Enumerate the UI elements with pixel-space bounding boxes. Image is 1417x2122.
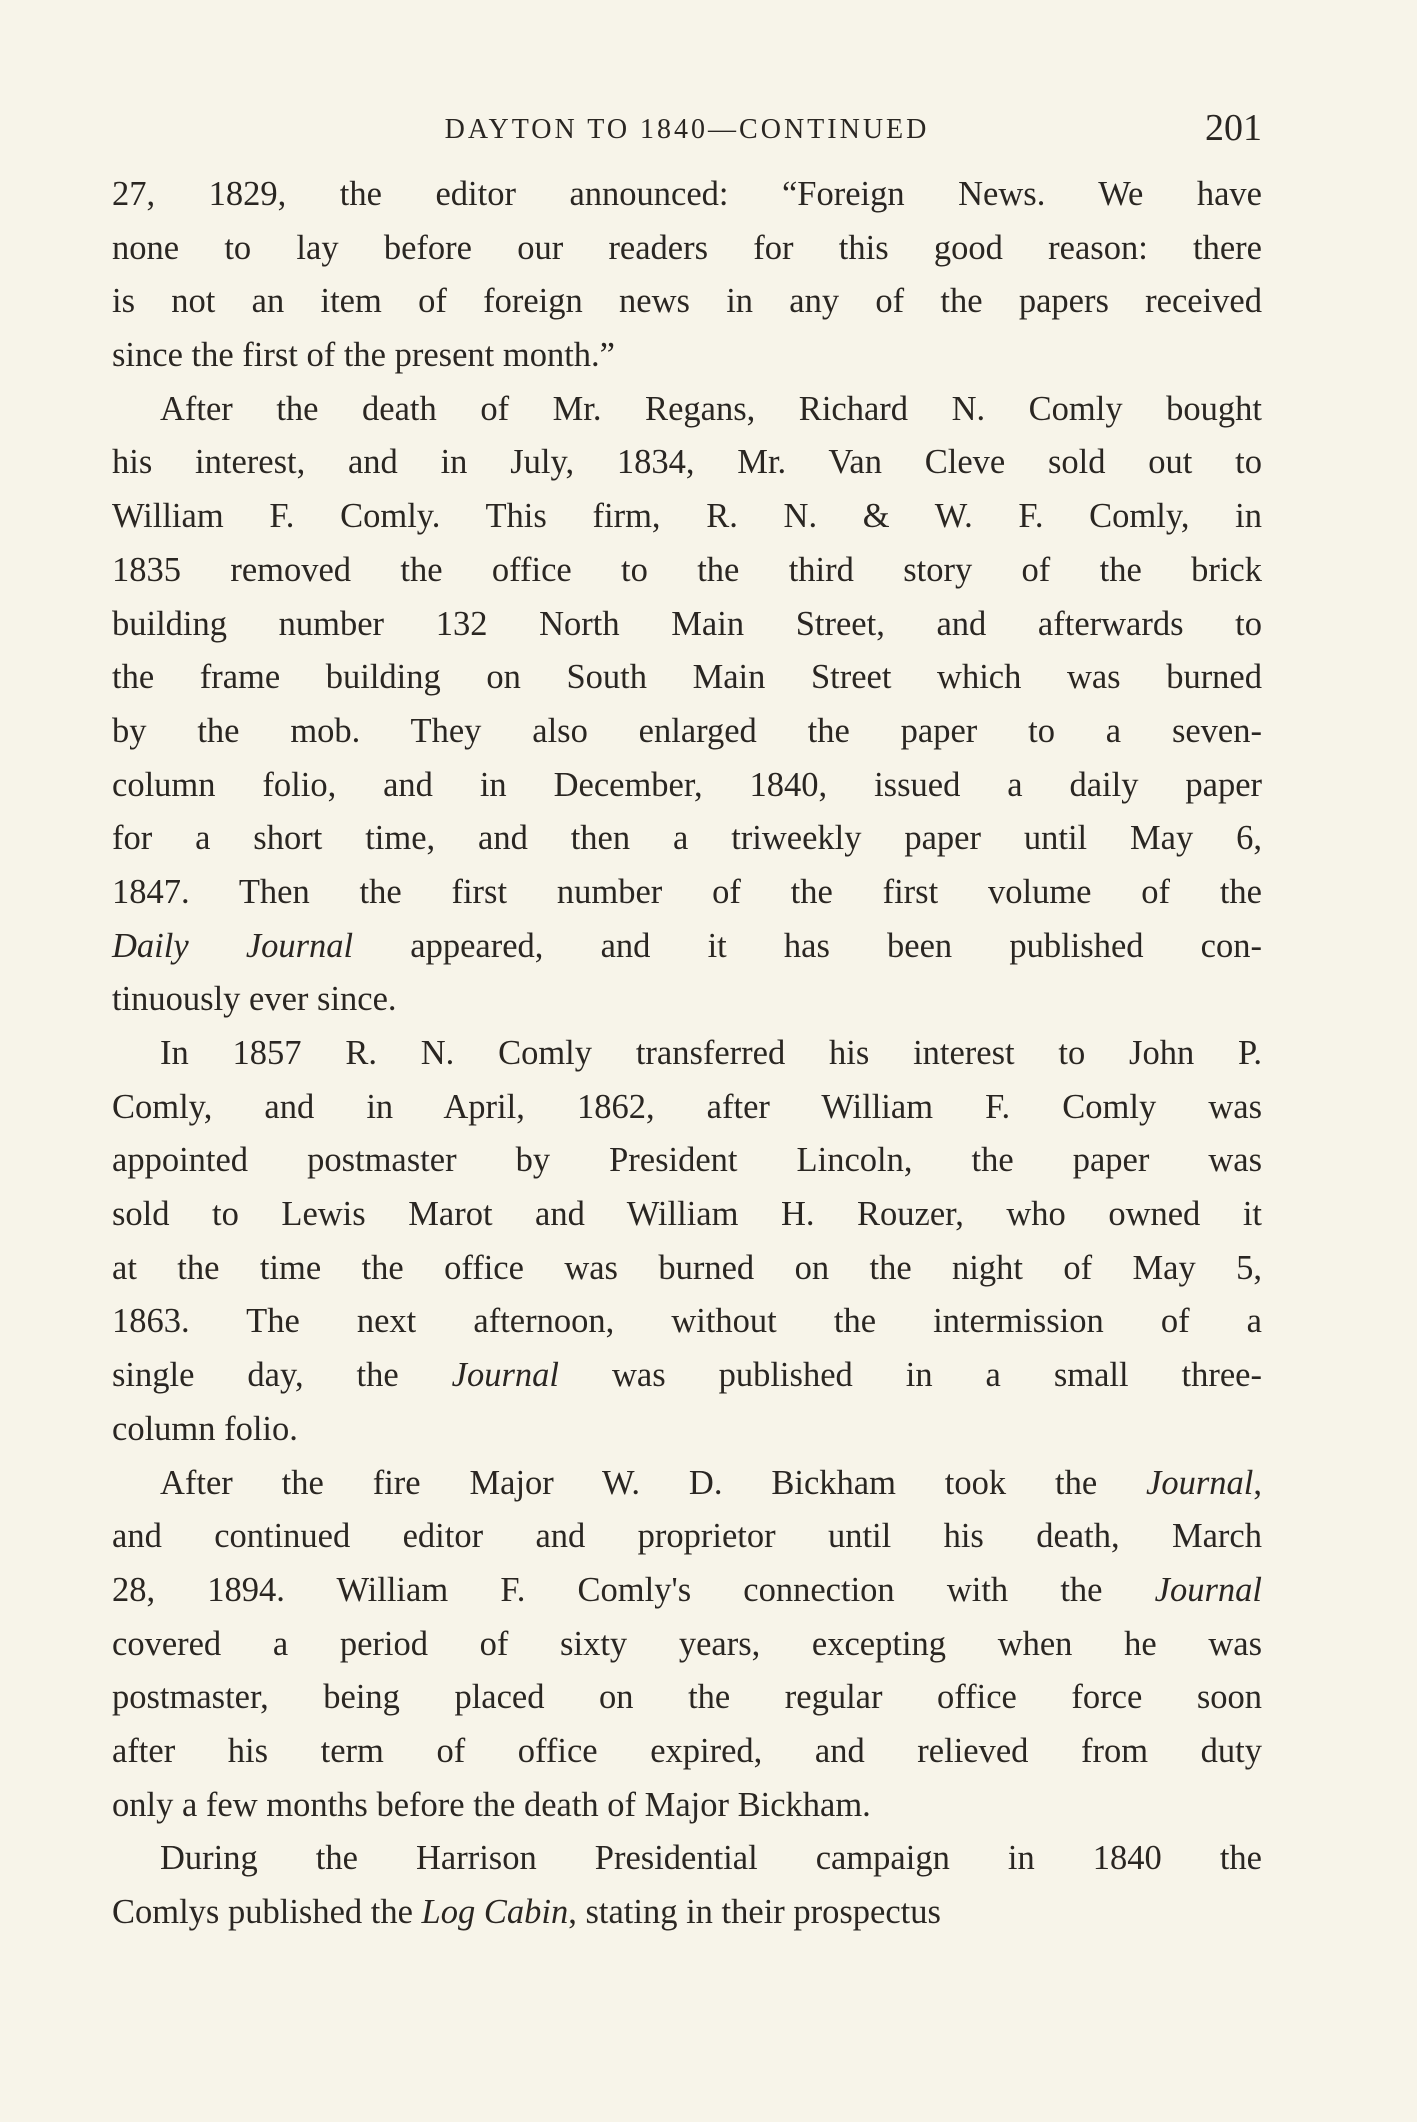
paragraph xyxy=(112,1027,1262,1457)
text-line: single day, the Journal was published in a small three- xyxy=(112,1356,1262,1395)
text-line: column folio, and in December, 1840, issued a daily paper xyxy=(112,765,1262,804)
text-line: building number 132 North Main Street, and afterwards to xyxy=(112,604,1262,643)
text-line: the frame building on South Main Street which was burned xyxy=(112,658,1262,697)
text-line: postmaster, being placed on the regular office force soon xyxy=(112,1678,1262,1717)
text-line: column folio. xyxy=(112,1409,298,1448)
paragraph xyxy=(112,1832,1262,1939)
text-line: William F. Comly. This firm, R. N. & W. F. Comly, in xyxy=(112,497,1262,536)
text-line: and continued editor and proprietor until his death, March xyxy=(112,1517,1262,1556)
paragraph xyxy=(112,383,1262,1027)
text-line: Comlys published the Log Cabin, stating in their prospectus xyxy=(112,1893,941,1931)
text-line: During the Harrison Presidential campaign in 1840 the xyxy=(160,1839,1262,1878)
text-line: his interest, and in July, 1834, Mr. Van Cleve sold out to xyxy=(112,443,1262,482)
paragraph xyxy=(112,1457,1262,1833)
italic-title: Log Cabin xyxy=(421,1893,569,1931)
body-text xyxy=(112,168,1262,1940)
italic-title: Journal xyxy=(1154,1570,1262,1609)
text-line: In 1857 R. N. Comly transferred his interest to John P. xyxy=(160,1034,1262,1072)
text-line: Comly, and in April, 1862, after William F. Comly was xyxy=(112,1087,1262,1126)
text-line: Daily Journal appeared, and it has been published con- xyxy=(112,926,1262,965)
running-head: DAYTON TO 1840—CONTINUED xyxy=(444,114,930,145)
text-line: 27, 1829, the editor announced: “Foreign News. We have xyxy=(112,175,1262,213)
text-line: covered a period of sixty years, excepting when he was xyxy=(112,1624,1262,1663)
text-line: appointed postmaster by President Lincoln, the paper was xyxy=(112,1141,1262,1180)
page-header xyxy=(112,104,1262,154)
italic-title: Journal xyxy=(1146,1463,1254,1502)
page-number: 201 xyxy=(1205,107,1262,149)
text-line: 28, 1894. William F. Comly's connection with the Journal xyxy=(112,1570,1262,1609)
text-line: is not an item of foreign news in any of the papers received xyxy=(112,282,1262,321)
paragraph xyxy=(112,168,1262,383)
text-line: 1835 removed the office to the third story of the brick xyxy=(112,550,1262,589)
text-line: 1847. Then the first number of the first volume of the xyxy=(112,872,1262,911)
text-line: for a short time, and then a triweekly paper until May 6, xyxy=(112,819,1262,858)
text-line: after his term of office expired, and relieved from duty xyxy=(112,1731,1262,1770)
text-line: by the mob. They also enlarged the paper to a seven- xyxy=(112,711,1262,750)
italic-title: Journal xyxy=(451,1356,559,1395)
text-line: none to lay before our readers for this good reason: there xyxy=(112,228,1262,267)
text-line: 1863. The next afternoon, without the intermission of a xyxy=(112,1302,1262,1341)
text-line: at the time the office was burned on the night of May 5, xyxy=(112,1248,1262,1287)
text-line: After the death of Mr. Regans, Richard N. Comly bought xyxy=(160,389,1262,428)
text-line: only a few months before the death of Major Bickham. xyxy=(112,1785,871,1824)
text-line: After the fire Major W. D. Bickham took the Journal, xyxy=(160,1463,1262,1502)
text-line: tinuously ever since. xyxy=(112,980,397,1019)
text-line: sold to Lewis Marot and William H. Rouzer, who owned it xyxy=(112,1195,1262,1234)
italic-title: Daily Journal xyxy=(112,926,354,965)
text-line: since the first of the present month.” xyxy=(112,336,615,375)
